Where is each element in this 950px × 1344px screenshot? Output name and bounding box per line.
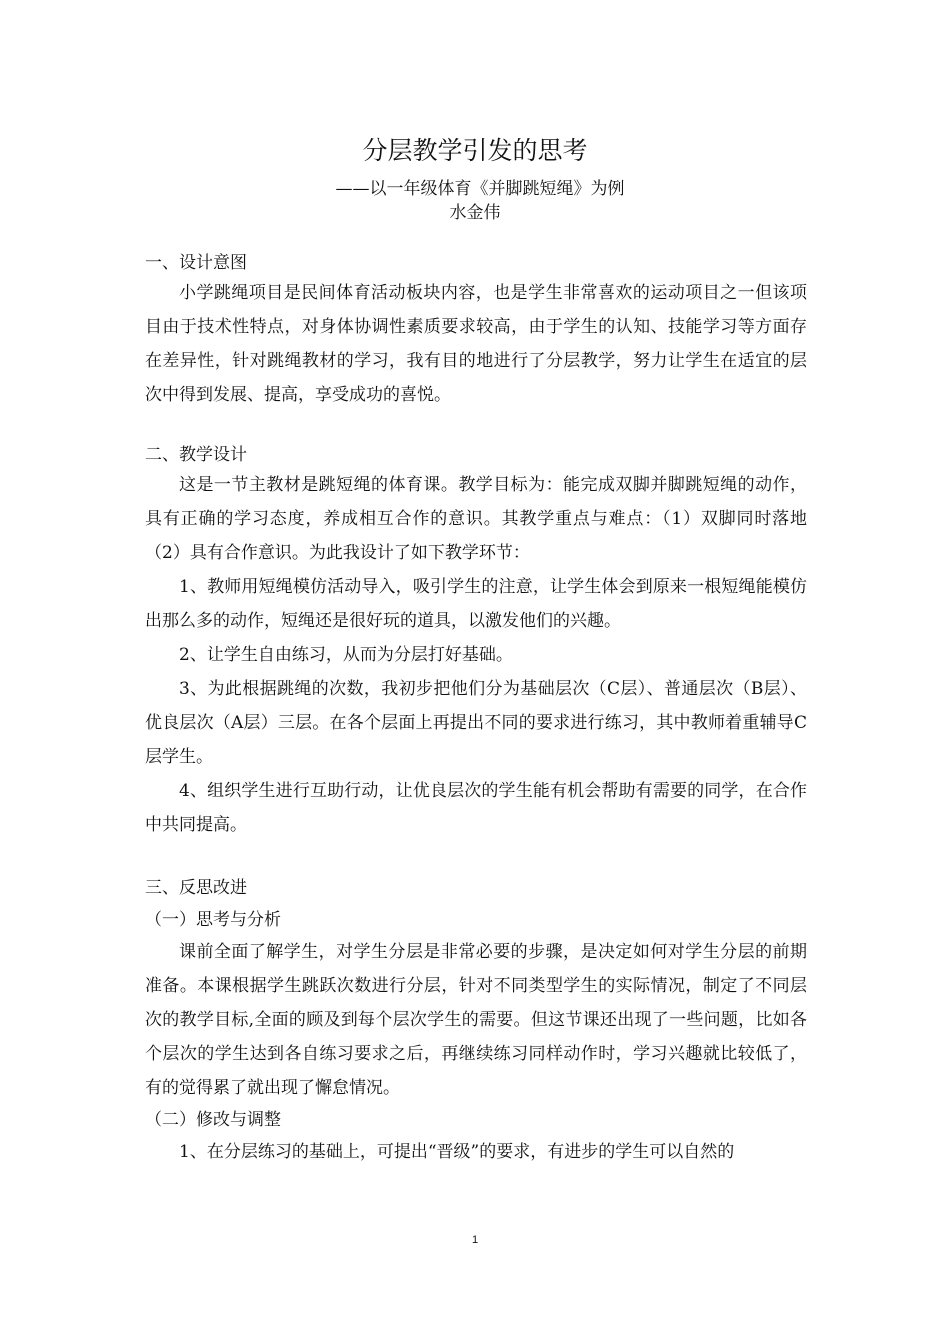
paragraph: 这是一节主教材是跳短绳的体育课。教学目标为：能完成双脚并脚跳短绳的动作，具有正确的学习态度，养成相互合作的意识。其教学重点与难点：（1）双脚同时落地（2）具有合作意识。为此我设计了如下教学环节：	[145, 475, 807, 563]
paragraph: 4、组织学生进行互助行动，让优良层次的学生能有机会帮助有需要的同学，在合作中共同提高。	[145, 781, 807, 835]
paragraph: 1、教师用短绳模仿活动导入，吸引学生的注意，让学生体会到原来一根短绳能模仿出那么多的动作，短绳还是很好玩的道具，以激发他们的兴趣。	[145, 577, 807, 631]
document-body	[145, 250, 807, 1169]
subsection-heading-analysis: （一）思考与分析	[145, 910, 281, 930]
section-heading-reflection: 三、反思改进	[145, 878, 247, 898]
document-title: 分层教学引发的思考	[362, 136, 588, 165]
document-subtitle: ——以一年级体育《并脚跳短绳》为例	[335, 179, 625, 199]
page-number: 1	[471, 1234, 479, 1246]
document-author: 水金伟	[449, 203, 501, 223]
paragraph: 3、为此根据跳绳的次数，我初步把他们分为基础层次（C层）、普通层次（B层）、优良层次（A层）三层。在各个层面上再提出不同的要求进行练习，其中教师着重辅导C层学生。	[145, 679, 807, 767]
subsection-heading-adjustment: （二）修改与调整	[145, 1110, 281, 1130]
paragraph: 小学跳绳项目是民间体育活动板块内容，也是学生非常喜欢的运动项目之一但该项目由于技术性特点，对身体协调性素质要求较高，由于学生的认知、技能学习等方面存在差异性，针对跳绳教材的学习，我有目的地进行了分层教学，努力让学生在适宜的层次中得到发展、提高，享受成功的喜悦。	[145, 283, 807, 405]
section-heading-design-intent: 一、设计意图	[145, 253, 247, 273]
paragraph: 2、让学生自由练习，从而为分层打好基础。	[179, 645, 513, 665]
paragraph: 课前全面了解学生，对学生分层是非常必要的步骤，是决定如何对学生分层的前期准备。本课根据学生跳跃次数进行分层，针对不同类型学生的实际情况，制定了不同层次的教学目标,全面的顾及到每个层次学生的需要。但这节课还出现了一些问题，比如各个层次的学生达到各自练习要求之后，再继续练习同样动作时，学习兴趣就比较低了，有的觉得累了就出现了懈怠情况。	[145, 942, 807, 1098]
section-heading-teaching-design: 二、教学设计	[145, 445, 247, 465]
paragraph: 1、在分层练习的基础上，可提出“晋级”的要求，有进步的学生可以自然的	[179, 1142, 735, 1162]
